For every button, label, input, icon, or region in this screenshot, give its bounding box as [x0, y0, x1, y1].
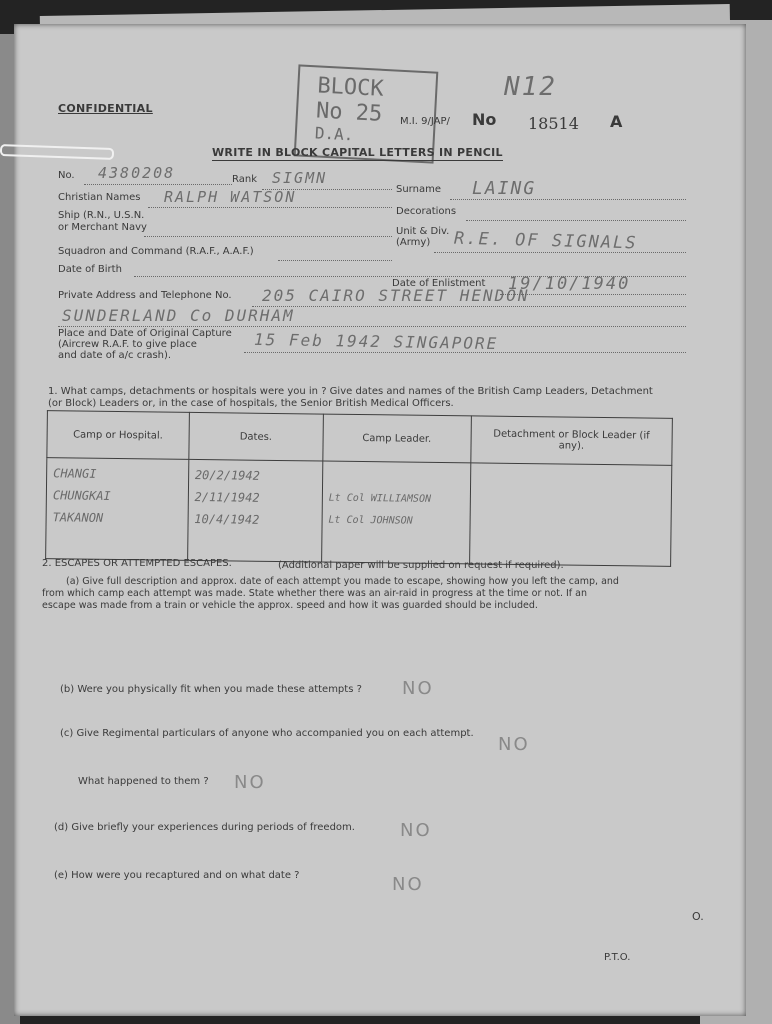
dates-cell	[187, 459, 322, 562]
squadron-label: Squadron and Command (R.A.F., A.A.F.)	[58, 246, 254, 257]
christian-line	[148, 207, 392, 208]
stamp-line-1: BLOCK	[316, 73, 385, 102]
squadron-line	[278, 260, 392, 261]
camp-1: CHANGI	[53, 466, 97, 481]
address-line-1	[252, 306, 686, 307]
capture-label-1: Place and Date of Original Capture	[58, 328, 232, 339]
no-line	[84, 184, 232, 185]
pto-label: P.T.O.	[604, 952, 631, 963]
date-3: 10/4/1942	[194, 511, 260, 527]
unit-value: R.E. OF SIGNALS	[453, 228, 638, 254]
address-value-1: 205 CAIRO STREET HENDON	[262, 286, 530, 305]
confidential-label: CONFIDENTIAL	[58, 102, 153, 115]
address-value-2: SUNDERLAND Co DURHAM	[62, 306, 295, 325]
question-2a-line-3: escape was made from a train or vehicle the approx. speed and how it was guarded should be included.	[42, 600, 538, 611]
surname-line	[450, 199, 686, 200]
corner-note: N12	[504, 72, 557, 102]
question-2e: (e) How were you recaptured and on what date ?	[54, 870, 300, 881]
stamp-line-3: D.A.	[314, 123, 354, 145]
question-2b: (b) Were you physically fit when you made these attempts ?	[60, 684, 362, 695]
question-2e-answer: NO	[392, 874, 424, 895]
leader-1	[329, 466, 464, 490]
camp-3: TAKANON	[52, 510, 104, 525]
detachment-header: Detachment or Block Leader (if any).	[470, 416, 672, 465]
camp-cell	[46, 458, 189, 561]
question-2d: (d) Give briefly your experiences during periods of freedom.	[54, 822, 355, 833]
form-suffix: A	[610, 112, 623, 131]
leader-3: Lt Col JOHNSON	[328, 514, 413, 527]
dob-label: Date of Birth	[58, 264, 122, 275]
stamp-line-2: No 25	[315, 98, 383, 127]
question-2b-answer: NO	[402, 678, 434, 699]
camp-2: CHUNGKAI	[52, 488, 111, 503]
leader-cell	[321, 461, 470, 564]
form-page	[14, 24, 746, 1016]
instruction-heading: WRITE IN BLOCK CAPITAL LETTERS IN PENCIL	[212, 146, 503, 159]
no-value: 4380208	[98, 164, 176, 182]
form-number: 18514	[528, 114, 579, 133]
number-label: No	[472, 110, 497, 129]
unit-label: Unit & Div.	[396, 226, 450, 237]
enlistment-label: Date of Enlistment	[392, 278, 486, 289]
question-2c-answer: NO	[498, 734, 530, 755]
ship-label: Ship (R.N., U.S.N.	[58, 210, 145, 221]
surname-value: LAING	[472, 178, 537, 199]
camp-header: Camp or Hospital.	[47, 411, 189, 460]
capture-label-3: and date of a/c crash).	[58, 350, 172, 361]
leader-header: Camp Leader.	[323, 414, 471, 463]
question-2-note: (Additional paper will be supplied on request if required).	[278, 560, 564, 571]
question-1-line-2: (or Block) Leaders or, in the case of hospitals, the Senior British Medical Officers.	[48, 398, 454, 409]
dates-header: Dates.	[189, 412, 324, 461]
question-1-line-1: 1. What camps, detachments or hospitals were you in ? Give dates and names of the British Camp Leaders, Detachment	[48, 386, 653, 397]
enlistment-value: 19/10/1940	[508, 274, 631, 294]
decorations-label: Decorations	[396, 206, 457, 217]
date-1: 20/2/1942	[194, 467, 260, 483]
question-2a-line-1: (a) Give full description and approx. date of each attempt you made to escape, showing how you left the camp, and	[66, 576, 619, 587]
question-2d-answer: NO	[400, 820, 432, 841]
surname-label: Surname	[396, 184, 441, 195]
christian-value: RALPH WATSON	[164, 188, 297, 206]
capture-value: 15 Feb 1942 SINGAPORE	[253, 329, 499, 354]
date-2: 2/11/1942	[194, 489, 260, 505]
leader-2: Lt Col WILLIAMSON	[328, 492, 432, 505]
question-2c-followup: What happened to them ?	[78, 776, 209, 787]
address-line-2	[58, 326, 686, 327]
unit-label-2: (Army)	[396, 237, 431, 248]
capture-label-2: (Aircrew R.A.F. to give place	[58, 339, 197, 350]
question-2c-followup-answer: NO	[234, 772, 266, 793]
question-2a-line-2: from which camp each attempt was made. State whether there was an air-raid in progress at the time or not. If an	[42, 588, 588, 599]
ship-line	[144, 236, 392, 237]
rank-value: SIGMN	[272, 169, 328, 187]
ship-label-2: or Merchant Navy	[58, 222, 147, 233]
no-label: No.	[58, 170, 75, 181]
reference-label: M.I. 9/JAP/	[400, 116, 450, 127]
question-2-heading: 2. ESCAPES OR ATTEMPTED ESCAPES.	[42, 558, 232, 569]
paper-clip-icon	[0, 144, 114, 160]
camp-table	[45, 410, 673, 567]
detachment-cell	[469, 463, 672, 566]
christian-label: Christian Names	[58, 192, 141, 203]
rank-label: Rank	[232, 174, 257, 185]
decorations-line	[466, 220, 686, 221]
question-2c: (c) Give Regimental particulars of anyone who accompanied you on each attempt.	[60, 728, 474, 739]
unit-line	[434, 252, 686, 253]
capture-line	[244, 352, 686, 353]
footer-o: O.	[692, 910, 704, 923]
address-label: Private Address and Telephone No.	[58, 290, 232, 301]
